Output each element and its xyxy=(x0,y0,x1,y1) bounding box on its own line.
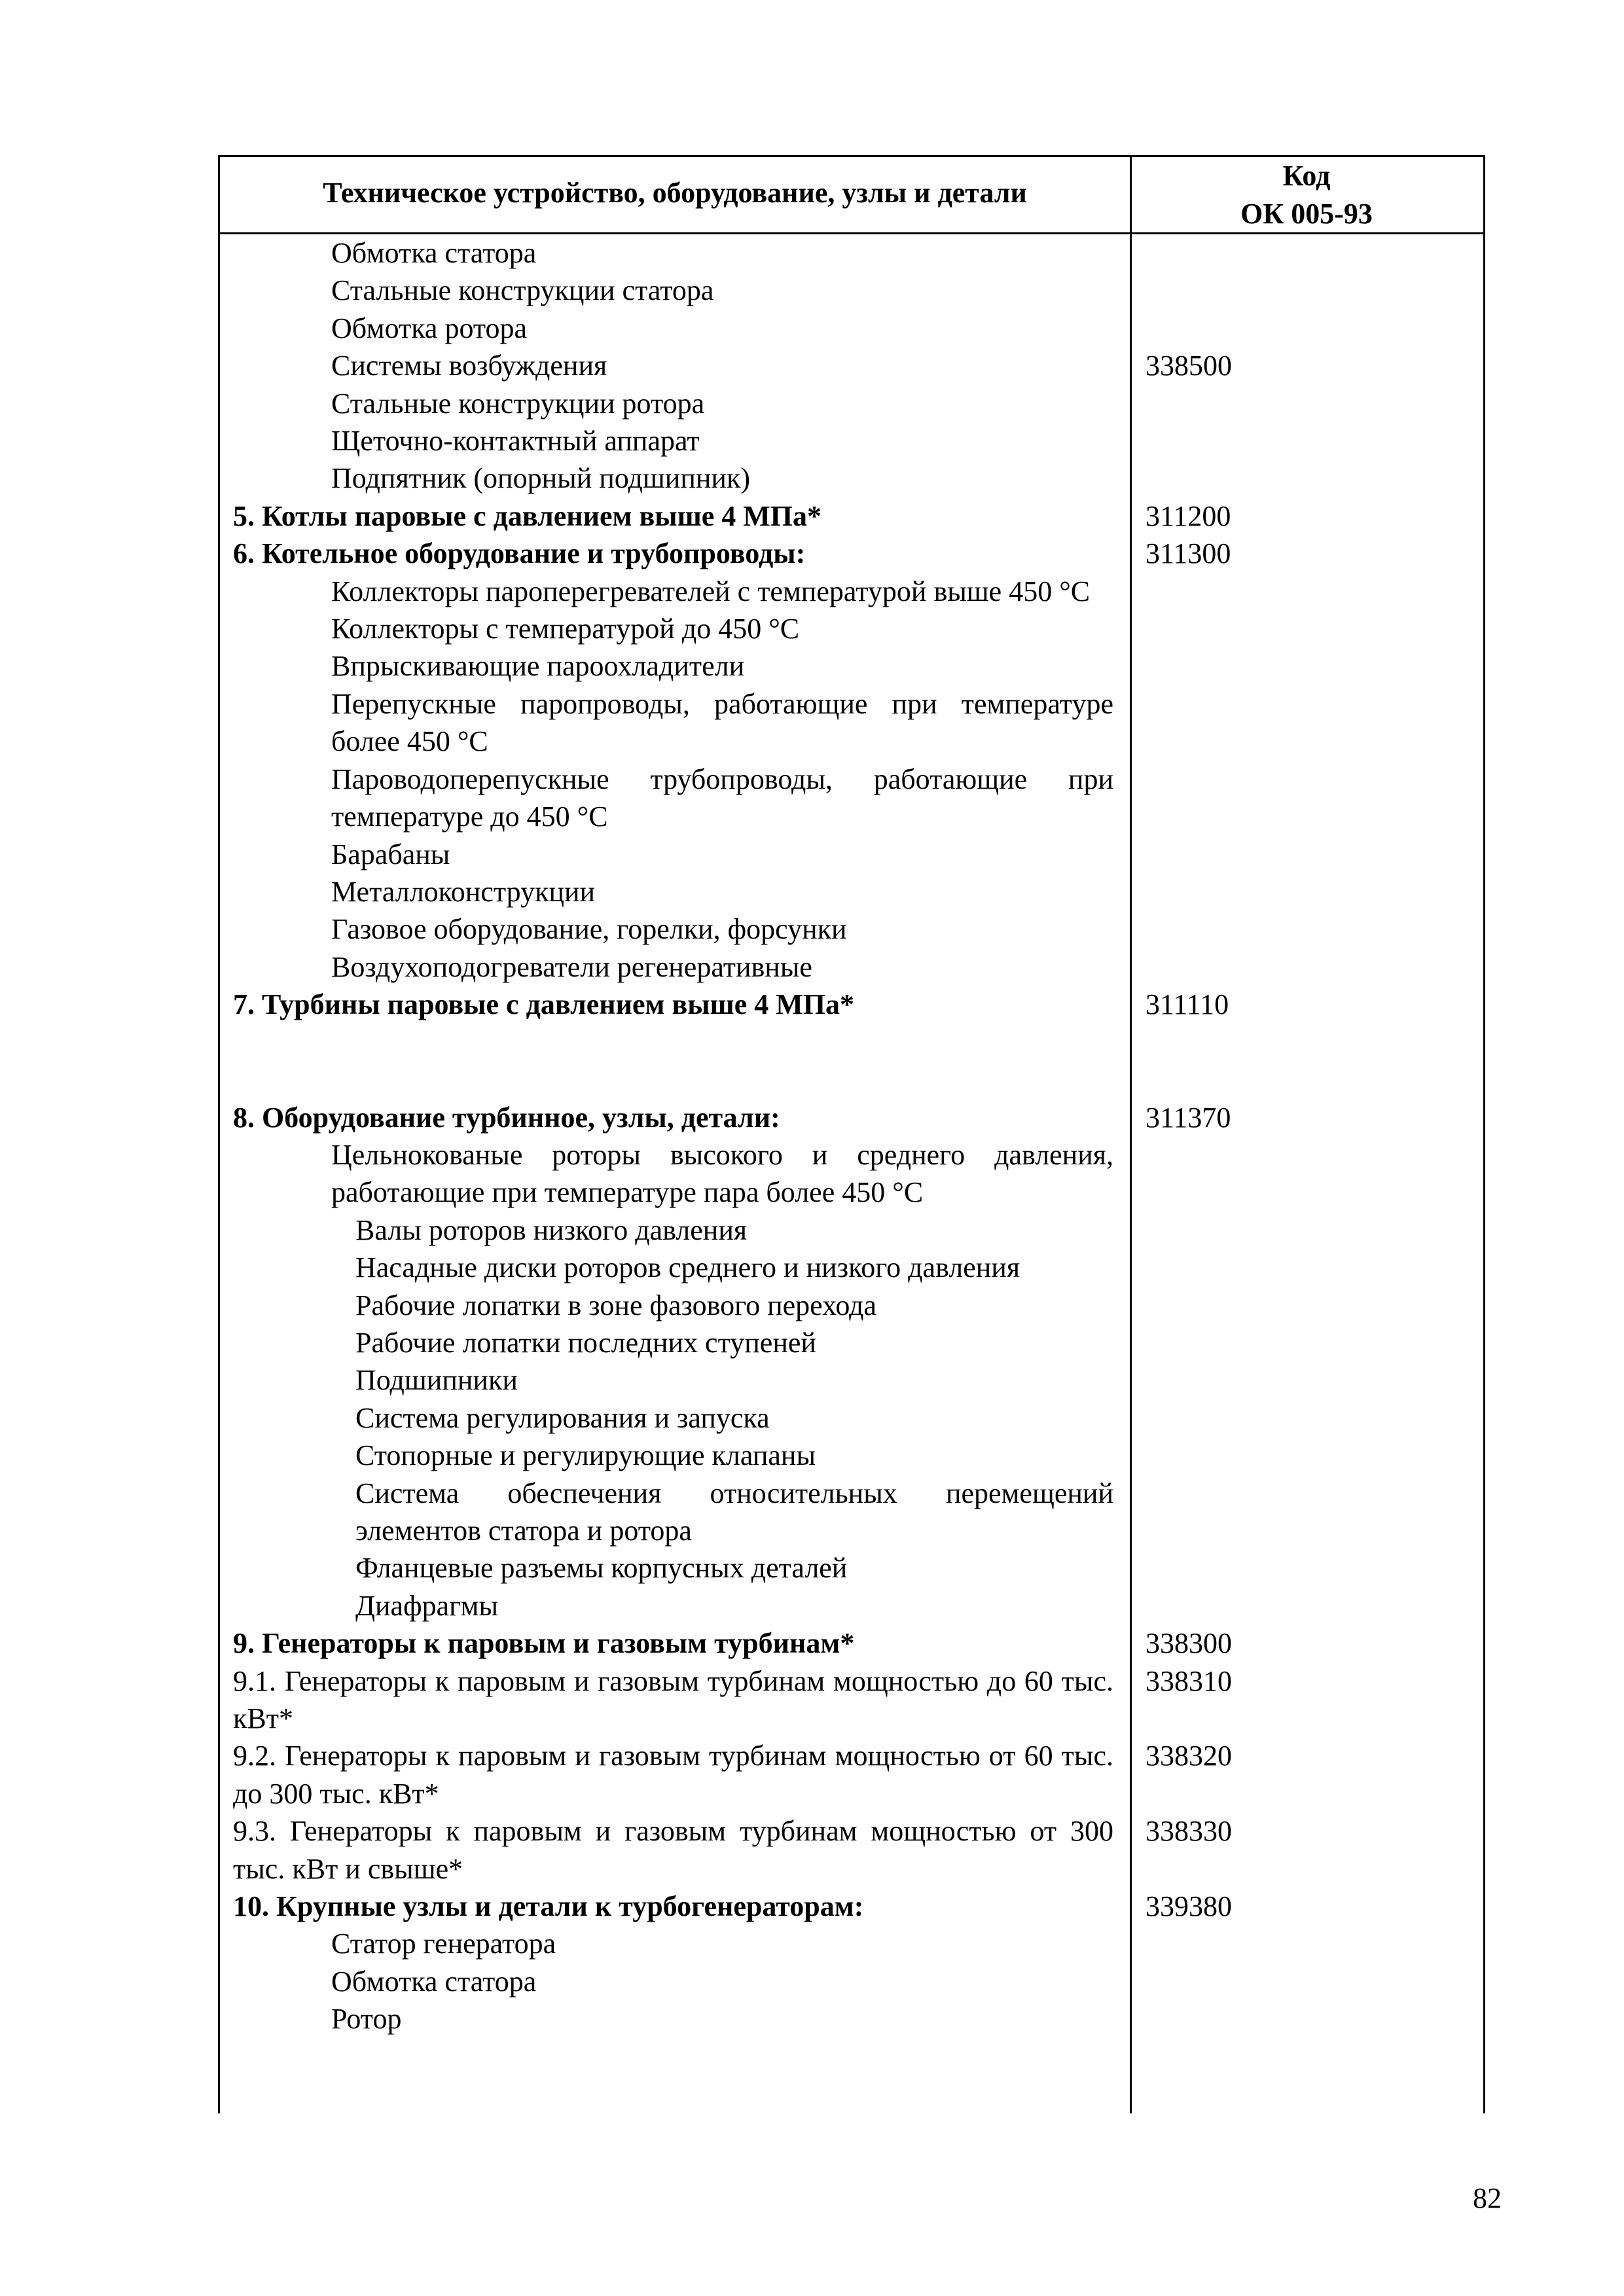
table-row xyxy=(220,1475,1483,1550)
row-description: Диафрагмы xyxy=(355,1589,499,1622)
row-description: Перепускные паропроводы, работающие при температуре более 450 °C xyxy=(331,687,1113,758)
table-row xyxy=(220,1587,1483,1624)
table-row xyxy=(220,310,1483,347)
row-code xyxy=(1130,610,1483,647)
row-code: 338330 xyxy=(1146,1815,1232,1848)
row-code xyxy=(1130,1249,1483,1286)
row-description: Коллекторы пароперегревателей с температурой выше 450 °C xyxy=(331,575,1091,607)
row-code xyxy=(1130,1587,1483,1624)
row-code xyxy=(1130,385,1483,422)
table-body xyxy=(220,234,1483,2038)
row-code: 311370 xyxy=(1146,1101,1231,1134)
table-row xyxy=(220,1963,1483,2000)
row-description: Система обеспечения относительных перемещений элементов статора и ротора xyxy=(355,1477,1113,1547)
row-description: 6. Котельное оборудование и трубопроводы: xyxy=(233,537,806,570)
table-row xyxy=(220,459,1483,497)
table-row xyxy=(220,1211,1483,1249)
row-description: Подшипники xyxy=(355,1364,518,1397)
header-code xyxy=(1130,157,1483,233)
row-spacer xyxy=(220,1024,1483,1099)
row-code xyxy=(1130,1475,1483,1550)
table-row xyxy=(220,948,1483,986)
row-code xyxy=(1130,1136,1483,1211)
row-code xyxy=(1130,761,1483,836)
row-description: Обмотка статора xyxy=(331,237,537,269)
row-code xyxy=(1130,836,1483,873)
row-code xyxy=(1130,1211,1483,1249)
table-row xyxy=(220,2000,1483,2037)
row-description: Стальные конструкции ротора xyxy=(331,387,705,420)
page-number: 82 xyxy=(1473,2182,1502,2214)
row-description: Впрыскивающие пароохладители xyxy=(331,650,745,683)
table-row xyxy=(220,647,1483,685)
row-code: 311300 xyxy=(1146,537,1231,570)
row-code xyxy=(1130,1361,1483,1399)
row-code: 339380 xyxy=(1146,1890,1232,1923)
row-description: Стопорные и регулирующие клапаны xyxy=(355,1439,816,1472)
row-description: 9.2. Генераторы к паровым и газовым турбинам мощностью от 60 тыс. до 300 тыс. кВт* xyxy=(233,1740,1113,1810)
row-code xyxy=(1130,948,1483,986)
row-description: 10. Крупные узлы и детали к турбогенераторам: xyxy=(233,1890,864,1923)
row-description: Воздухоподогреватели регенеративные xyxy=(331,950,812,983)
row-code xyxy=(1130,1549,1483,1587)
table-row xyxy=(220,1925,1483,1962)
table-row xyxy=(220,234,1483,272)
row-description: Барабаны xyxy=(331,838,450,870)
row-description: 9. Генераторы к паровым и газовым турбинам* xyxy=(233,1627,855,1660)
table-row xyxy=(220,873,1483,910)
row-code xyxy=(1130,1963,1483,2000)
table-row xyxy=(220,1812,1483,1888)
table-row xyxy=(220,1099,1483,1136)
row-code xyxy=(1130,1287,1483,1324)
table-row xyxy=(220,1624,1483,1662)
row-description: Металлоконструкции xyxy=(331,875,596,908)
row-code xyxy=(1130,873,1483,910)
row-description: Валы роторов низкого давления xyxy=(355,1213,748,1246)
table-row xyxy=(220,1136,1483,1211)
row-code: 338310 xyxy=(1146,1664,1232,1697)
row-description: Обмотка статора xyxy=(331,1965,537,1998)
row-description: Рабочие лопатки в зоне фазового перехода xyxy=(355,1289,877,1321)
row-description: Фланцевые разъемы корпусных деталей xyxy=(355,1552,848,1585)
row-code xyxy=(1130,310,1483,347)
row-description: 9.1. Генераторы к паровым и газовым турбинам мощностью до 60 тыс. кВт* xyxy=(233,1664,1113,1735)
row-code: 311110 xyxy=(1146,988,1229,1021)
equipment-table xyxy=(218,155,1485,2113)
table-row xyxy=(220,1888,1483,1925)
row-code xyxy=(1130,2000,1483,2037)
row-description: Коллекторы с температурой до 450 °C xyxy=(331,613,800,645)
table-row xyxy=(220,910,1483,948)
row-description: Газовое оборудование, горелки, форсунки xyxy=(331,913,847,946)
table-row xyxy=(220,1399,1483,1437)
row-description: Цельнокованые роторы высокого и среднего давления, работающие при температуре пара более 450 °C xyxy=(331,1138,1113,1209)
row-code xyxy=(1130,1324,1483,1361)
row-code xyxy=(1130,647,1483,685)
table-row xyxy=(220,1287,1483,1324)
table-row xyxy=(220,685,1483,761)
row-description: 8. Оборудование турбинное, узлы, детали: xyxy=(233,1101,780,1134)
row-code: 338320 xyxy=(1146,1740,1232,1772)
table-row xyxy=(220,836,1483,873)
table-header xyxy=(220,157,1483,234)
row-code xyxy=(1130,910,1483,948)
row-description: Щеточно-контактный аппарат xyxy=(331,425,700,457)
table-row xyxy=(220,535,1483,572)
table-row xyxy=(220,761,1483,836)
row-code xyxy=(1130,422,1483,459)
table-row xyxy=(220,573,1483,610)
header-code-line2: ОК 005-93 xyxy=(1240,198,1373,230)
table-row xyxy=(220,1324,1483,1361)
row-code xyxy=(1130,234,1483,272)
row-description: Системы возбуждения xyxy=(331,350,607,382)
table-row xyxy=(220,1361,1483,1399)
row-description: 5. Котлы паровые с давлением выше 4 МПа* xyxy=(233,499,821,532)
header-code-line1: Код xyxy=(1282,160,1331,192)
row-description: 9.3. Генераторы к паровым и газовым турбинам мощностью от 300 тыс. кВт и свыше* xyxy=(233,1815,1113,1885)
row-code: 311200 xyxy=(1146,499,1231,532)
header-description: Техническое устройство, оборудование, узлы и детали xyxy=(323,177,1027,209)
table-row xyxy=(220,1662,1483,1738)
row-description: Система регулирования и запуска xyxy=(355,1401,770,1434)
table-row xyxy=(220,986,1483,1023)
row-description: Ротор xyxy=(331,2003,402,2036)
row-code xyxy=(1130,573,1483,610)
table-row xyxy=(220,272,1483,309)
row-description: Рабочие лопатки последних ступеней xyxy=(355,1326,816,1359)
row-description: Стальные конструкции статора xyxy=(331,274,714,307)
row-code xyxy=(1130,459,1483,497)
row-code xyxy=(1130,1925,1483,1962)
table-row xyxy=(220,497,1483,535)
table-row xyxy=(220,347,1483,384)
table-row xyxy=(220,1549,1483,1587)
row-code xyxy=(1130,1399,1483,1437)
row-code: 338300 xyxy=(1146,1627,1232,1660)
row-code xyxy=(1130,1437,1483,1474)
table-row xyxy=(220,422,1483,459)
row-code: 338500 xyxy=(1146,350,1232,382)
row-code xyxy=(1130,685,1483,761)
table-row xyxy=(220,1249,1483,1286)
row-description: Статор генератора xyxy=(331,1928,556,1960)
table-row xyxy=(220,385,1483,422)
row-description: Пароводоперепускные трубопроводы, работающие при температуре до 450 °C xyxy=(331,762,1113,833)
table-row xyxy=(220,1737,1483,1812)
row-description: Насадные диски роторов среднего и низкого давления xyxy=(355,1251,1020,1284)
table-row xyxy=(220,1437,1483,1474)
row-code xyxy=(1130,272,1483,309)
table-row xyxy=(220,610,1483,647)
row-description: 7. Турбины паровые с давлением выше 4 МПа* xyxy=(233,988,854,1021)
row-description: Подпятник (опорный подшипник) xyxy=(331,462,750,495)
row-description: Обмотка ротора xyxy=(331,312,528,344)
